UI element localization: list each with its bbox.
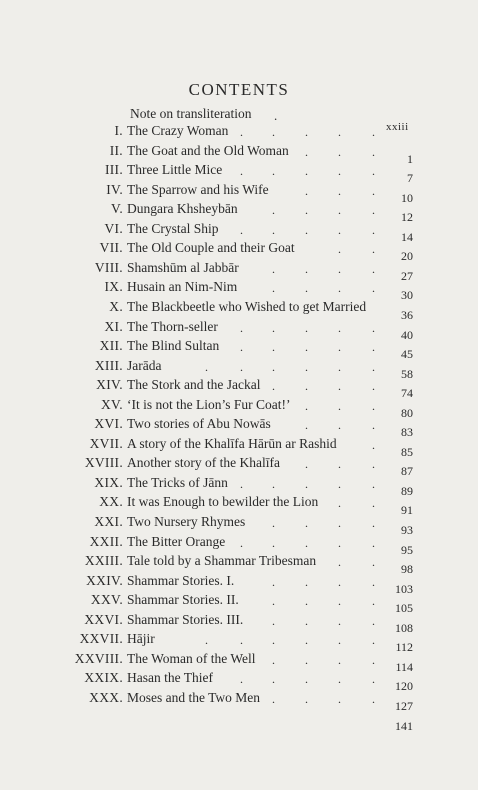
entry-page: 87 xyxy=(401,464,413,479)
entry-page: 58 xyxy=(401,366,413,381)
contents-entry xyxy=(0,121,478,140)
leader-dot: . xyxy=(372,691,375,706)
leader-dot: . xyxy=(240,359,243,374)
entry-page: 91 xyxy=(401,503,413,518)
leader-dot: . xyxy=(305,476,308,491)
entry-title: Hājir xyxy=(127,631,155,647)
entry-page: 12 xyxy=(401,210,413,225)
entry-number: VI. xyxy=(104,220,123,236)
leader-dot: . xyxy=(305,652,308,667)
leader-dot: . xyxy=(305,516,308,530)
leader-dot: . xyxy=(305,281,308,296)
entry-page: 85 xyxy=(401,444,413,459)
leader-dot: . xyxy=(338,281,341,296)
entry-title: Hasan the Thief xyxy=(127,670,213,686)
leader-dot: . xyxy=(305,222,308,237)
leader-dot: . xyxy=(305,535,308,550)
leader-dot: . xyxy=(272,476,275,491)
leader-dot: . xyxy=(338,222,341,237)
leader-dot: . xyxy=(338,203,341,218)
entry-number: XIX. xyxy=(94,474,123,490)
leader-dot: . xyxy=(372,496,375,511)
entry-number: XXIX. xyxy=(84,670,123,686)
contents-entry xyxy=(0,668,478,694)
leader-dot: . xyxy=(338,242,341,257)
contents-entry xyxy=(0,688,478,713)
leader-dot: . xyxy=(305,144,308,159)
leader-dot: . xyxy=(240,164,243,179)
entry-title: The Sparrow and his Wife xyxy=(127,181,269,197)
entry-page: 45 xyxy=(401,347,413,362)
contents-entry xyxy=(0,551,478,577)
leader-dot: . xyxy=(272,613,275,628)
entry-page: 20 xyxy=(401,249,413,264)
leader-dot: . xyxy=(305,125,308,139)
leader-dot: . xyxy=(305,594,308,609)
leader-dot: . xyxy=(338,183,341,198)
entry-page: 89 xyxy=(401,483,413,498)
note-entry-page: xxiii xyxy=(386,121,409,133)
entry-page: 36 xyxy=(401,307,413,322)
entry-title: The Blind Sultan xyxy=(127,338,220,354)
entry-page: 108 xyxy=(395,620,413,635)
leader-dot: . xyxy=(272,633,275,648)
leader-dot: . xyxy=(338,574,341,589)
entry-page: 80 xyxy=(401,405,413,420)
leader-dot: . xyxy=(338,398,341,413)
contents-entry xyxy=(0,590,478,616)
entry-number: II. xyxy=(109,142,123,158)
entry-page: 27 xyxy=(401,268,413,283)
leader-dot: . xyxy=(305,320,308,335)
entry-title: The Blackbeetle who Wished to get Married xyxy=(127,298,367,314)
entry-number: XXII. xyxy=(89,533,123,549)
entry-title: The Woman of the Well xyxy=(127,650,256,666)
leader-dot: . xyxy=(305,574,308,589)
leader-dot: . xyxy=(338,144,341,159)
leader-dot: . xyxy=(372,281,375,296)
leader-dot: . xyxy=(305,340,308,355)
leader-dot: . xyxy=(372,320,375,335)
leader-dot: . xyxy=(372,652,375,667)
entry-page: 1 xyxy=(407,151,413,166)
entry-page: 14 xyxy=(401,229,413,244)
leader-dot: . xyxy=(338,457,341,472)
leader-dot: . xyxy=(372,164,375,179)
contents-entry xyxy=(0,160,478,186)
contents-entry xyxy=(0,336,478,362)
leader-dot: . xyxy=(272,320,275,335)
leader-dot: . xyxy=(205,359,208,374)
entry-number: XX. xyxy=(99,494,123,510)
leader-dot: . xyxy=(272,281,275,296)
entry-page: 95 xyxy=(401,542,413,557)
leader-dot: . xyxy=(305,164,308,179)
entry-title: The Old Couple and their Goat xyxy=(127,240,295,256)
entry-page: 7 xyxy=(407,171,413,186)
leader-dot: . xyxy=(338,691,341,706)
entry-number: IV. xyxy=(106,181,123,197)
contents-entry xyxy=(0,708,478,733)
entry-number: XV. xyxy=(100,396,123,412)
entry-title: The Crazy Woman xyxy=(127,123,229,138)
entry-number: XXVI. xyxy=(84,611,123,627)
entry-page: 114 xyxy=(395,659,413,674)
entry-page: 40 xyxy=(401,327,413,342)
leader-dot: . xyxy=(338,261,341,276)
entry-page: 83 xyxy=(401,425,413,440)
leader-dot: . xyxy=(338,496,341,511)
contents-entry xyxy=(0,356,478,381)
leader-dot: . xyxy=(338,594,341,609)
leader-dot: . xyxy=(372,340,375,355)
entry-number: XXIV. xyxy=(86,572,123,588)
leader-dot: . xyxy=(338,672,341,687)
contents-entry xyxy=(0,473,478,498)
leader-dot: . xyxy=(372,535,375,550)
entry-number: VII. xyxy=(99,240,123,256)
leader-dot: . xyxy=(272,379,275,394)
entry-title: Shammar Stories. I. xyxy=(127,572,235,588)
entry-title: ‘It is not the Lion’s Fur Coat!’ xyxy=(127,396,291,412)
entry-title: Another story of the Khalīfa xyxy=(127,455,280,471)
entry-title: The Tricks of Jānn xyxy=(127,474,228,490)
entry-number: XI. xyxy=(104,318,123,334)
entry-page: 93 xyxy=(401,523,413,537)
contents-entry xyxy=(0,375,478,401)
leader-dot: . xyxy=(305,418,308,433)
leader-dot: . xyxy=(272,535,275,550)
entry-page: 10 xyxy=(401,190,413,205)
entry-number: XIII. xyxy=(94,357,123,373)
contents-entry xyxy=(0,297,478,322)
leader-dot: . xyxy=(338,516,341,530)
leader-dot: . xyxy=(338,535,341,550)
leader-dot: . xyxy=(338,379,341,394)
contents-entry xyxy=(0,180,478,205)
leader-dot: . xyxy=(372,125,375,139)
leader-dot: . xyxy=(272,261,275,276)
entry-title: Two stories of Abu Nowās xyxy=(127,416,271,432)
leader-dot: . xyxy=(338,476,341,491)
entry-title: Shammar Stories. II. xyxy=(127,592,239,608)
contents-entry xyxy=(0,395,478,420)
contents-entry xyxy=(0,453,478,479)
leader-dot: . xyxy=(372,183,375,198)
leader-dot: . xyxy=(272,652,275,667)
leader-dot: . xyxy=(372,203,375,218)
entry-number: XVI. xyxy=(94,416,123,432)
leader-dot: . xyxy=(240,222,243,237)
note-entry-title: Note on transliteration xyxy=(130,106,252,121)
leader-dot: . xyxy=(305,613,308,628)
leader-dot: . xyxy=(305,261,308,276)
leader-dot: . xyxy=(272,164,275,179)
leader-dot: . xyxy=(205,633,208,648)
entry-number: XII. xyxy=(99,338,123,354)
contents-entry xyxy=(0,492,478,518)
leader-dot: . xyxy=(372,437,375,452)
entry-page: 30 xyxy=(401,288,413,303)
entry-number: XXV. xyxy=(90,592,123,608)
leader-dot: . xyxy=(305,672,308,687)
leader-dot: . xyxy=(372,594,375,609)
entry-title: Husain an Nim-Nim xyxy=(127,279,238,295)
entry-page: 105 xyxy=(395,601,413,616)
leader-dot: . xyxy=(240,476,243,491)
leader-dot: . xyxy=(372,242,375,257)
entry-number: XVIII. xyxy=(84,455,123,471)
leader-dot: . xyxy=(240,535,243,550)
contents-entry xyxy=(0,610,478,635)
leader-dot: . xyxy=(305,633,308,648)
entry-title: Two Nursery Rhymes xyxy=(127,514,246,529)
entry-page: 127 xyxy=(395,698,413,713)
entry-page: 120 xyxy=(395,679,413,694)
leader-dot: . xyxy=(338,633,341,648)
leader-dot: . xyxy=(305,457,308,472)
entry-title: The Goat and the Old Woman xyxy=(127,142,289,158)
leader-dot: . xyxy=(372,222,375,237)
entry-title: The Bitter Orange xyxy=(127,533,226,549)
leader-dot: . xyxy=(272,125,275,139)
leader-dot: . xyxy=(338,359,341,374)
entry-title: Shammar Stories. III. xyxy=(127,611,244,627)
entry-title: The Thorn-seller xyxy=(127,318,218,334)
leader-dot: . xyxy=(338,652,341,667)
leader-dot: . xyxy=(372,261,375,276)
leader-dot: . xyxy=(272,359,275,374)
leader-dot: . xyxy=(305,691,308,706)
contents-entry xyxy=(0,238,478,264)
leader-dot: . xyxy=(372,613,375,628)
entry-page: 74 xyxy=(401,386,413,401)
leader-dot: . xyxy=(240,320,243,335)
leader-dot: . xyxy=(338,164,341,179)
entry-number: X. xyxy=(109,298,123,314)
entry-page: 141 xyxy=(395,718,413,733)
contents-entry xyxy=(0,258,478,283)
leader-dot: . xyxy=(372,574,375,589)
contents-entry xyxy=(0,571,478,596)
contents-entry xyxy=(0,219,478,244)
leader-dot: . xyxy=(305,359,308,374)
entry-number: IX. xyxy=(104,279,123,295)
leader-dot: . xyxy=(372,359,375,374)
entry-title: Moses and the Two Men xyxy=(127,689,261,705)
entry-number: XXI. xyxy=(94,514,123,529)
entry-page: 103 xyxy=(395,581,413,596)
leader-dot: . xyxy=(240,672,243,687)
entry-number: XXIII. xyxy=(84,553,123,569)
leader-dot: . xyxy=(372,476,375,491)
leader-dot: . xyxy=(272,340,275,355)
entry-title: It was Enough to bewilder the Lion xyxy=(127,494,319,510)
entry-title: The Stork and the Jackal xyxy=(127,377,261,393)
leader-dot: . xyxy=(372,418,375,433)
entry-title: Shamshūm al Jabbār xyxy=(127,259,239,275)
page-title: CONTENTS xyxy=(188,80,290,99)
entry-number: XXX. xyxy=(89,689,123,705)
leader-dot: . xyxy=(372,379,375,394)
leader-dot: . xyxy=(338,320,341,335)
leader-dot: . xyxy=(305,379,308,394)
entry-title: The Crystal Ship xyxy=(127,220,219,236)
leader-dot: . xyxy=(305,398,308,413)
entry-number: XVII. xyxy=(89,435,123,451)
leader-dot: . xyxy=(272,691,275,706)
contents-entry xyxy=(0,434,478,459)
entry-title: A story of the Khalīfa Hārūn ar Rashid xyxy=(127,435,337,451)
leader-dot: . xyxy=(338,555,341,570)
contents-entry xyxy=(0,317,478,342)
entry-title: Dungara Khsheybān xyxy=(127,201,238,217)
leader-dot: . xyxy=(338,613,341,628)
contents-entry xyxy=(0,629,478,655)
leader-dot: . xyxy=(372,516,375,530)
leader-dot: . xyxy=(272,516,275,530)
leader-dot: . xyxy=(372,457,375,472)
leader-dot: . xyxy=(372,633,375,648)
leader-dot: . xyxy=(305,183,308,198)
entry-title: Tale told by a Shammar Tribesman xyxy=(127,553,317,569)
leader-dots: . xyxy=(274,108,278,123)
leader-dot: . xyxy=(305,203,308,218)
leader-dot: . xyxy=(240,633,243,648)
contents-entry xyxy=(0,649,478,674)
leader-dot: . xyxy=(240,340,243,355)
entry-number: VIII. xyxy=(94,259,123,275)
contents-entry xyxy=(0,512,478,537)
entry-number: V. xyxy=(111,201,123,217)
contents-entry xyxy=(0,532,478,557)
leader-dot: . xyxy=(372,672,375,687)
contents-entry xyxy=(0,277,478,303)
leader-dot: . xyxy=(338,125,341,139)
entry-number: XIV. xyxy=(96,377,123,393)
leader-dot: . xyxy=(272,574,275,589)
leader-dot: . xyxy=(240,125,243,139)
entry-number: III. xyxy=(104,162,123,178)
leader-dot: . xyxy=(338,418,341,433)
contents-entry xyxy=(0,199,478,225)
leader-dot: . xyxy=(272,672,275,687)
leader-dot: . xyxy=(338,340,341,355)
leader-dot: . xyxy=(372,398,375,413)
leader-dot: . xyxy=(272,203,275,218)
leader-dot: . xyxy=(272,222,275,237)
entry-number: I. xyxy=(114,123,123,138)
contents-entry xyxy=(0,141,478,166)
entry-title: Jarāda xyxy=(127,357,162,373)
leader-dot: . xyxy=(372,144,375,159)
entry-page: 112 xyxy=(395,640,413,655)
entry-number: XXVII. xyxy=(79,631,123,647)
entry-title: Three Little Mice xyxy=(127,162,223,178)
leader-dot: . xyxy=(372,555,375,570)
contents-entry xyxy=(0,414,478,440)
entry-number: XXVIII. xyxy=(74,650,123,666)
entry-page: 98 xyxy=(401,562,413,577)
leader-dot: . xyxy=(272,594,275,609)
